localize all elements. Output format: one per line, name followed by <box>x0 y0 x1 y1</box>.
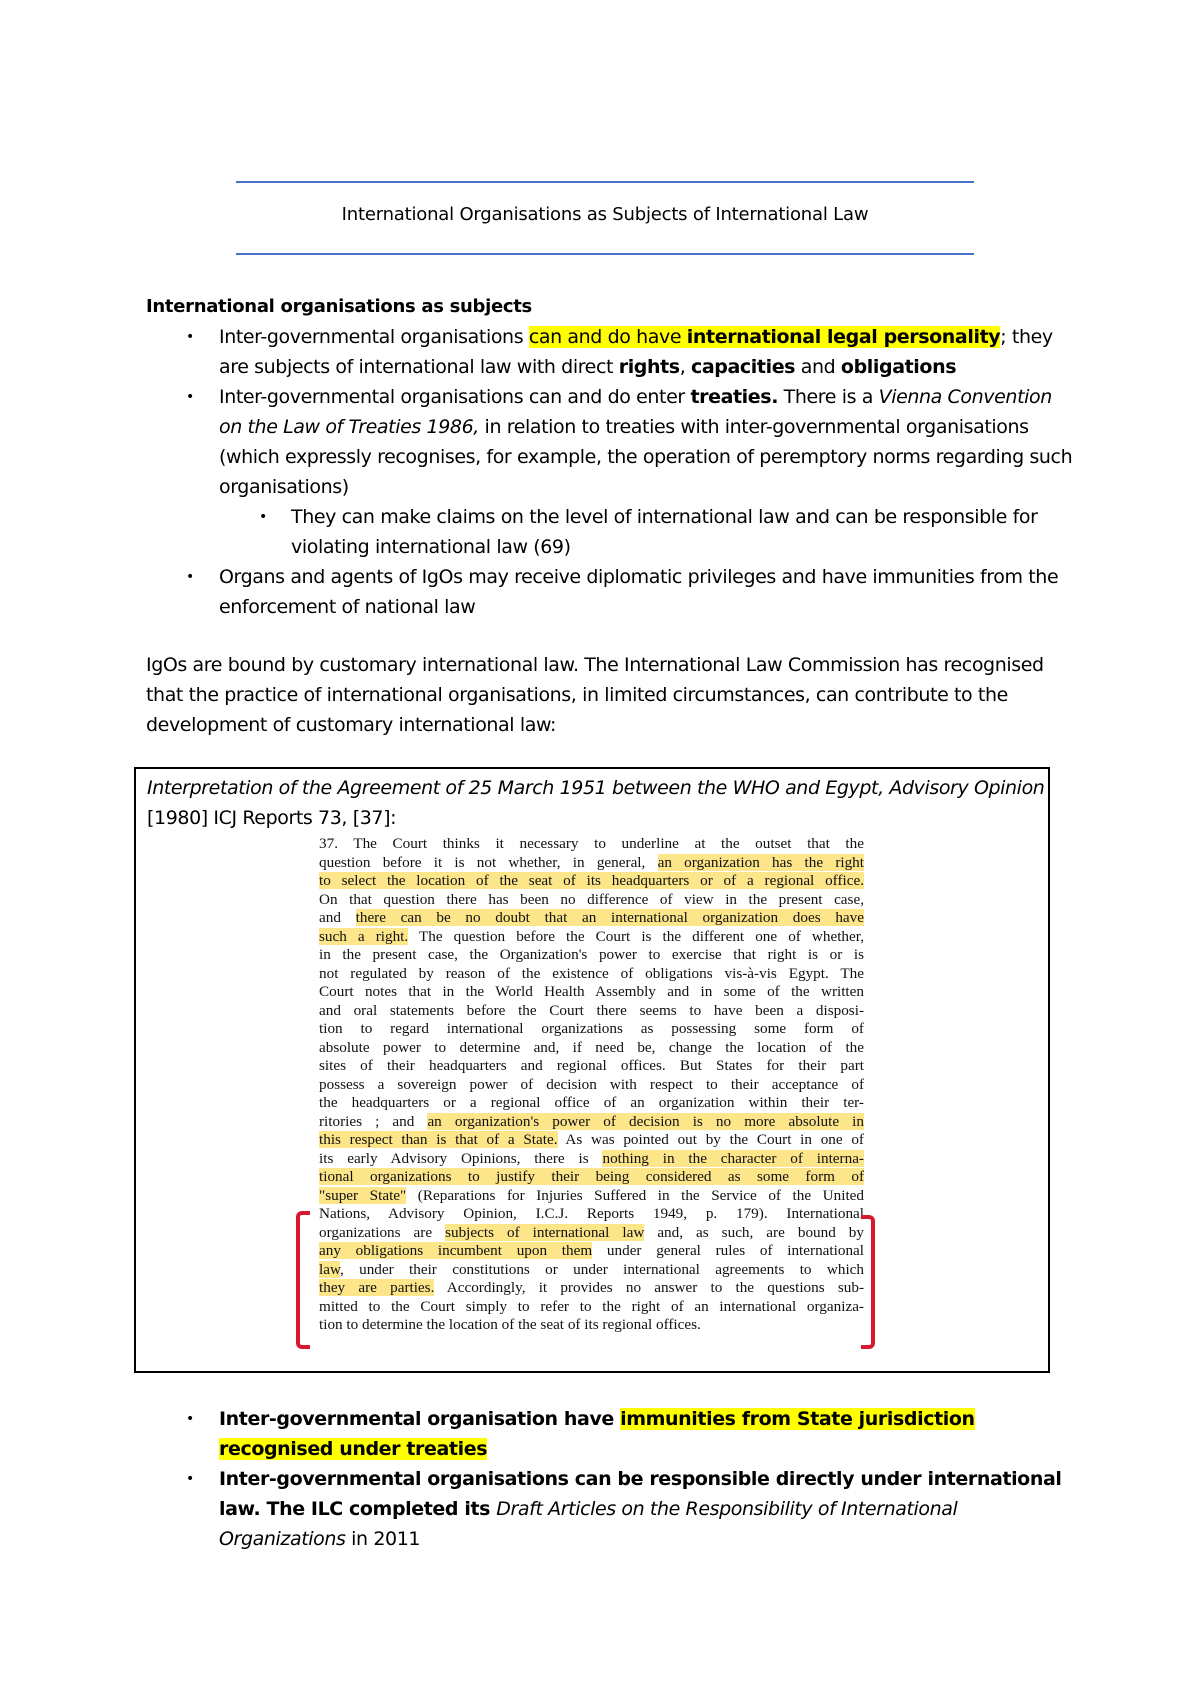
extract-line <box>319 909 864 928</box>
extract-line <box>319 1113 864 1132</box>
extract-line <box>319 928 864 947</box>
case-extract-box <box>134 767 1050 1373</box>
extract-text: and oral statements before the Court there seems to have been a disposi- <box>319 1001 864 1019</box>
section-heading: International organisations as subjects <box>146 296 532 317</box>
extract-text: and, as such, are bound by <box>644 1223 864 1241</box>
extract-line <box>319 983 864 1002</box>
extract-text: , under their constitutions or under international agreements to which <box>339 1260 864 1278</box>
extract-line <box>319 1057 864 1076</box>
highlighted-text: nothing in the character of interna- <box>602 1149 864 1167</box>
extract-text: The question before the Court is the different one of whether, <box>408 927 865 945</box>
bullet-icon: • <box>259 509 267 525</box>
extract-line <box>319 1039 864 1058</box>
extract-line <box>319 1205 864 1224</box>
highlighted-text: they are parties. <box>319 1279 435 1296</box>
extract-text: tion to determine the location of the seat of its regional offices. <box>319 1316 701 1333</box>
extract-text: Court notes that in the World Health Assembly and in some of the written <box>319 983 864 1000</box>
highlighted-text: tional organizations to justify their being considered as some form of <box>319 1168 864 1185</box>
right-bracket-annotation <box>861 1215 875 1349</box>
extract-text: Accordingly, it provides no answer to the questions sub- <box>434 1279 864 1296</box>
bullet-icon: • <box>186 1411 194 1427</box>
extract-line <box>319 1076 864 1095</box>
highlighted-text: "super State" <box>319 1186 407 1204</box>
extract-text: possess a sovereign power of decision with respect to their acceptance of <box>319 1075 864 1093</box>
list-item: • Inter-governmental organisations can and do enter treaties. There is a Vienna Convention on the Law of Treaties 1986, in relation to treaties with inter-governmental organisations (which expressly recognises, for example, the operation of peremptory norms regarding such organisations) <box>146 382 1076 502</box>
case-citation: Interpretation of the Agreement of 25 March 1951 between the WHO and Egypt, Advisory Opinion [1980] ICJ Reports 73, [37]: <box>147 777 1045 829</box>
extract-text: ritories ; and <box>319 1112 428 1130</box>
extract-text: As was pointed out by the Court in one of <box>557 1131 864 1148</box>
bullet-icon: • <box>186 1471 194 1487</box>
extract-line <box>319 1261 864 1280</box>
extract-line <box>319 1168 864 1187</box>
left-bracket-annotation <box>296 1211 310 1349</box>
bullet-icon: • <box>186 389 194 405</box>
extract-line <box>319 1187 864 1206</box>
extract-text: Nations, Advisory Opinion, I.C.J. Reports 1949, p. 179). International <box>319 1205 864 1222</box>
extract-text: (Reparations for Injuries Suffered in the Service of the United <box>406 1186 864 1204</box>
extract-line <box>319 1002 864 1021</box>
extract-line <box>319 1242 864 1261</box>
bullet-list-main <box>146 322 1076 622</box>
extract-text: its early Advisory Opinions, there is <box>319 1149 603 1167</box>
highlighted-text: this respect than is that of a State. <box>319 1131 558 1148</box>
extract-text: tion to regard international organizations as possessing some form of <box>319 1020 864 1037</box>
extract-text: question before it is not whether, in general, <box>319 853 658 871</box>
list-item: • Inter-governmental organisation have immunities from State jurisdiction recognised under treaties <box>146 1404 1076 1464</box>
highlighted-text: to select the location of the seat of its headquarters or of a regional office. <box>319 872 864 889</box>
extract-text: under general rules of international <box>592 1242 865 1259</box>
extract-line <box>319 872 864 891</box>
highlighted-text: law <box>319 1260 340 1278</box>
extract-line <box>319 1094 864 1113</box>
extract-line <box>319 1279 864 1298</box>
extract-text: mitted to the Court simply to refer to the right of an international organiza- <box>319 1297 864 1315</box>
extract-text: and <box>319 909 356 926</box>
title-rule-top <box>236 181 974 183</box>
highlighted-text: such a right. <box>319 927 409 945</box>
highlighted-text: an organization has the right <box>657 853 864 871</box>
extract-line <box>319 965 864 984</box>
list-item: • Organs and agents of IgOs may receive diplomatic privileges and have immunities from the enforcement of national law <box>146 562 1076 622</box>
extract-text: in the present case, the Organization's power to exercise that right is or is <box>319 946 864 963</box>
case-extract-text <box>319 835 864 1335</box>
extract-line <box>319 835 864 854</box>
list-item-sub: • They can make claims on the level of international law and can be responsible for violating international law (69) <box>146 502 1076 562</box>
bullet-icon: • <box>186 569 194 585</box>
highlighted-text: an organization's power of decision is no more absolute in <box>427 1112 864 1130</box>
bullet-icon: • <box>186 329 194 345</box>
extract-line <box>319 854 864 873</box>
highlighted-text: subjects of international law <box>445 1223 645 1241</box>
highlighted-text: any obligations incumbent upon them <box>319 1242 593 1259</box>
extract-text: the headquarters or a regional office of an organization within their ter- <box>319 1094 864 1111</box>
extract-line <box>319 1020 864 1039</box>
extract-line <box>319 1150 864 1169</box>
page-title: International Organisations as Subjects of International Law <box>341 204 869 225</box>
extract-line <box>319 946 864 965</box>
extract-line <box>319 1298 864 1317</box>
extract-line <box>319 891 864 910</box>
extract-text: sites of their headquarters and regional offices. But States for their part <box>319 1057 864 1074</box>
body-paragraph: IgOs are bound by customary international law. The International Law Commission has recognised that the practice of international organisations, in limited circumstances, can contribute to the development of customary international law: <box>146 654 1044 736</box>
extract-text: On that question there has been no difference of view in the present case, <box>319 890 864 908</box>
extract-text: organizations are <box>319 1223 446 1241</box>
title-rule-bottom <box>236 253 974 255</box>
list-item: • Inter-governmental organisations can be responsible directly under international law. The ILC completed its Draft Articles on the Responsibility of International Organizations in 2011 <box>146 1464 1076 1554</box>
bullet-list-secondary <box>146 1404 1076 1554</box>
extract-line <box>319 1316 864 1335</box>
list-item: • Inter-governmental organisations can and do have international legal personality; they are subjects of international law with direct rights, capacities and obligations <box>146 322 1076 382</box>
extract-line <box>319 1224 864 1243</box>
highlighted-text: there can be no doubt that an international organization does have <box>355 909 864 926</box>
extract-text: 37. The Court thinks it necessary to underline at the outset that the <box>319 835 864 852</box>
extract-text: not regulated by reason of the existence of obligations vis-à-vis Egypt. The <box>319 964 864 982</box>
extract-text: absolute power to determine and, if need be, change the location of the <box>319 1038 864 1056</box>
extract-line <box>319 1131 864 1150</box>
